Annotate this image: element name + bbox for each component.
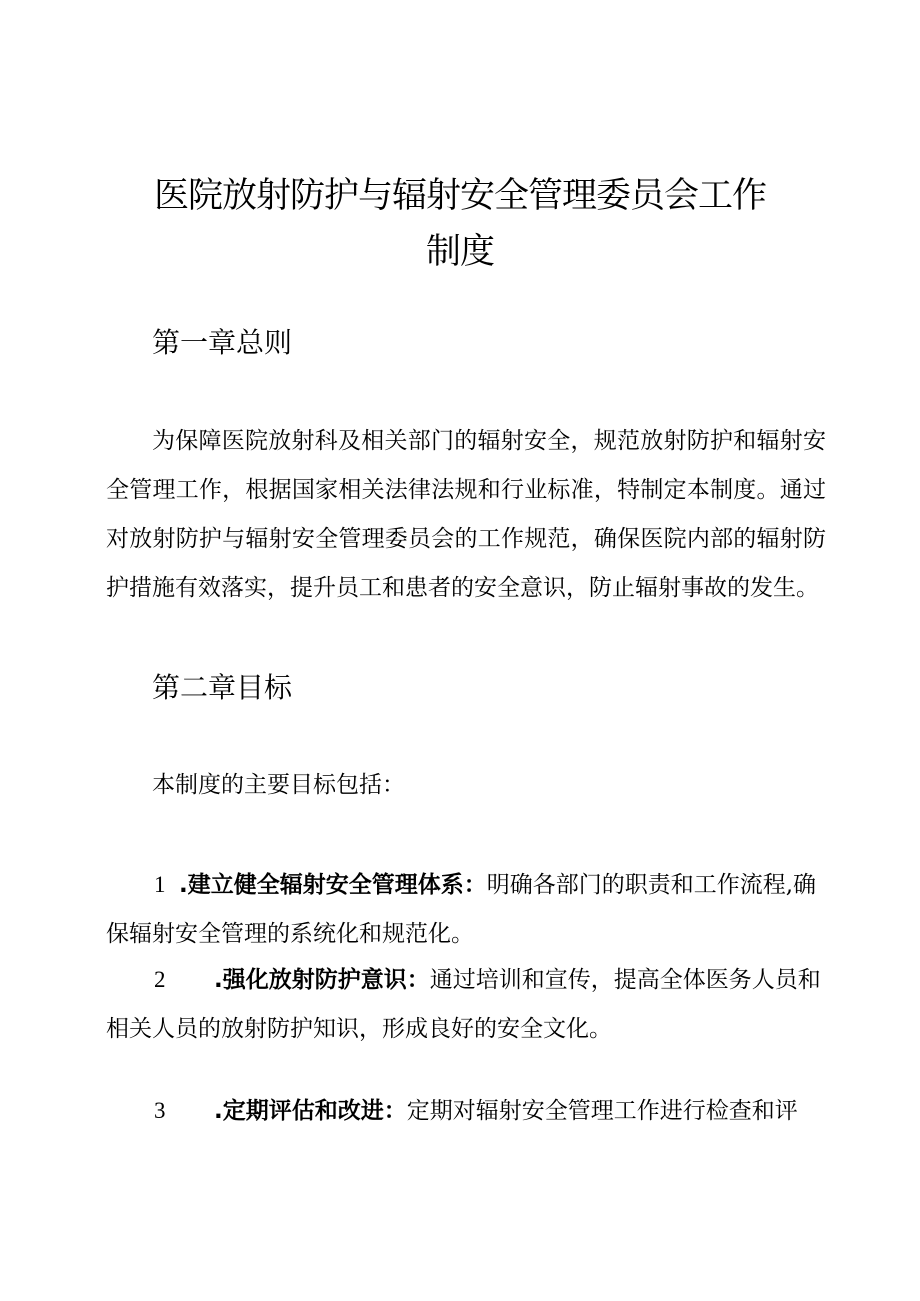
goal-item-number: 1: [154, 872, 166, 897]
chapter-2-intro: 本制度的主要目标包括：: [152, 772, 405, 798]
chapter-2-heading: 第二章目标: [152, 671, 293, 704]
title-line-2: 制度: [425, 232, 494, 272]
title-line-1: 医院放射防护与辐射安全管理委员会工作: [153, 176, 766, 216]
goal-item-3: [106, 1086, 826, 1136]
goal-item-1: [106, 860, 826, 959]
goal-item-lead: .定期评估和改进：: [214, 1098, 407, 1124]
document-title: [100, 168, 820, 280]
goal-item-number: 3: [154, 1098, 166, 1123]
goal-item-lead: .强化放射防护意识：: [214, 967, 430, 993]
goal-item-2: [106, 955, 826, 1054]
goal-item-text: 定期对辐射安全管理工作进行检查和评: [406, 1098, 798, 1124]
goal-item-text: 通过培训和宣传，提高全体医务人员和相关人员的放射防护知识，形成良好的安全文化。: [106, 967, 821, 1042]
chapter-1-heading: 第一章总则: [152, 326, 293, 359]
chapter-1-paragraph: 为保障医院放射科及相关部门的辐射安全，规范放射防护和辐射安全管理工作，根据国家相关法律法规和行业标准，特制定本制度。通过对放射防护与辐射安全管理委员会的工作规范，确保医院内部的辐射防护措施有效落实，提升员工和患者的安全意识，防止辐射事故的发生。: [106, 428, 826, 601]
goal-item-number: 2: [154, 967, 166, 992]
goal-item-text: 明确各部门的职责和工作流程,确保辐射安全管理的系统化和规范化。: [106, 872, 817, 947]
goal-item-lead: .建立健全辐射安全管理体系：: [179, 872, 487, 898]
